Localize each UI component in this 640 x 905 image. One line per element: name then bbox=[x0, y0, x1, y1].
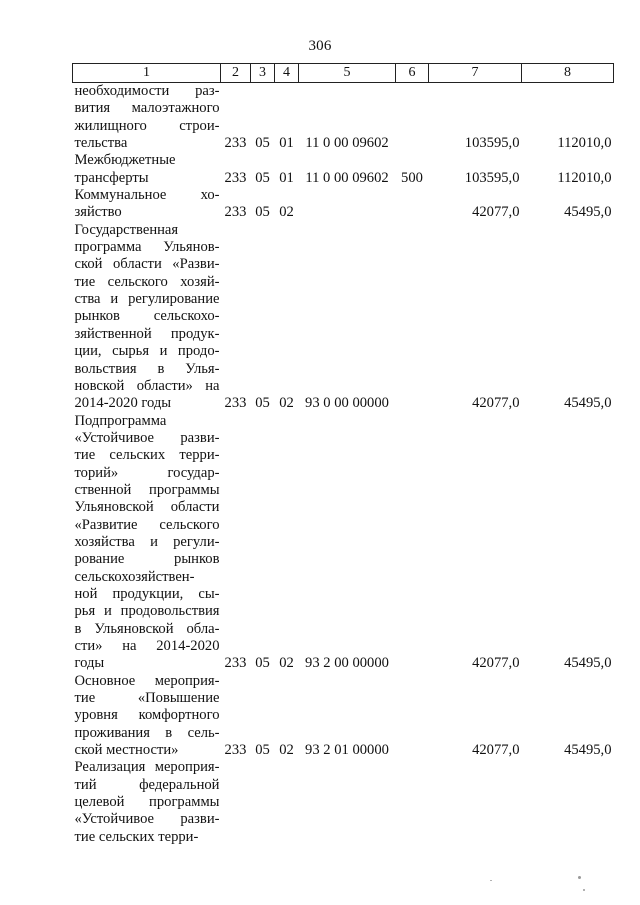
target-article-code: 93 0 00 00000 bbox=[305, 395, 389, 412]
column-header: 3 bbox=[251, 64, 275, 83]
item-name-line: ской области «Разви- bbox=[74, 256, 220, 273]
item-name bbox=[73, 152, 221, 187]
column-header: 2 bbox=[221, 64, 251, 83]
header-row bbox=[73, 64, 614, 83]
admin-code: 233 bbox=[224, 655, 247, 672]
item-name-line: новской области» на bbox=[74, 377, 220, 394]
item-name-line: зяйство bbox=[74, 204, 122, 221]
amount-year-2: 45495,0 bbox=[564, 204, 612, 221]
section-code: 05 bbox=[255, 169, 270, 186]
target-article-code bbox=[299, 759, 396, 846]
item-name-line: тие «Повышение bbox=[74, 690, 220, 707]
section-code: 05 bbox=[255, 655, 270, 672]
column-header: 6 bbox=[396, 64, 429, 83]
item-name-line: тие сельских терри- bbox=[74, 828, 199, 845]
amount-year-1: 42077,0 bbox=[472, 742, 520, 759]
item-name-line: зяйственной продук- bbox=[74, 325, 220, 342]
amount-year-1 bbox=[429, 759, 522, 846]
amount-year-2 bbox=[522, 759, 614, 846]
item-name bbox=[73, 413, 221, 673]
item-name-line: сти» на 2014-2020 bbox=[74, 638, 220, 654]
subsection-code: 01 bbox=[279, 135, 294, 152]
target-article-code: 93 2 00 00000 bbox=[305, 655, 389, 672]
item-name-line: ной продукции, сы- bbox=[74, 585, 220, 602]
section-code bbox=[251, 759, 275, 846]
item-name-line: ства и регулирование bbox=[74, 291, 220, 308]
column-header: 7 bbox=[429, 64, 522, 83]
item-name-line: вольствия в Улья- bbox=[74, 360, 220, 377]
budget-table bbox=[72, 63, 614, 846]
subsection-code: 02 bbox=[279, 655, 294, 672]
expense-type-code bbox=[396, 83, 429, 153]
item-name-line: ции, сырья и продо- bbox=[74, 343, 220, 360]
expense-type-code bbox=[396, 759, 429, 846]
admin-code: 233 bbox=[224, 135, 247, 152]
subsection-code: 02 bbox=[279, 742, 294, 759]
item-name-line: ственной программы bbox=[74, 481, 220, 498]
table-row bbox=[73, 759, 614, 846]
expense-type-code bbox=[396, 413, 429, 673]
item-name-line: вития малоэтажного bbox=[74, 100, 220, 117]
subsection-code: 02 bbox=[279, 395, 294, 412]
item-name-line: хозяйства и регули- bbox=[74, 533, 220, 550]
item-name-line: уровня комфортного bbox=[74, 707, 220, 724]
item-name-line: сельскохозяйствен- bbox=[74, 568, 195, 585]
item-name-line: целевой программы bbox=[74, 794, 220, 811]
amount-year-2: 45495,0 bbox=[564, 742, 612, 759]
item-name-line: Реализация мероприя- bbox=[74, 759, 220, 776]
item-name-line: жилищного строи- bbox=[74, 117, 220, 134]
item-name-line: «Устойчивое разви- bbox=[74, 811, 220, 828]
item-name-line: ской местности» bbox=[74, 742, 179, 759]
item-name-line: Подпрограмма bbox=[74, 412, 167, 429]
item-name-line: проживания в сель- bbox=[74, 724, 220, 741]
item-name-line: в Ульяновской обла- bbox=[74, 620, 220, 637]
page-number: 306 bbox=[308, 38, 332, 54]
amount-year-1: 42077,0 bbox=[472, 395, 520, 412]
item-name-line: Коммунальное хо- bbox=[74, 187, 220, 204]
target-article-code: 11 0 00 09602 bbox=[305, 169, 389, 186]
item-name bbox=[73, 759, 221, 846]
item-name bbox=[73, 222, 221, 413]
section-code: 05 bbox=[255, 742, 270, 759]
item-name-line: тие сельских терри- bbox=[74, 447, 220, 464]
target-article-code: 11 0 00 09602 bbox=[305, 135, 389, 152]
amount-year-1: 42077,0 bbox=[472, 655, 520, 672]
item-name-line: тий федеральной bbox=[74, 776, 220, 793]
admin-code: 233 bbox=[224, 395, 247, 412]
target-article-code: 93 2 01 00000 bbox=[305, 742, 389, 759]
subsection-code: 02 bbox=[279, 204, 294, 221]
column-header: 8 bbox=[522, 64, 614, 83]
amount-year-2: 45495,0 bbox=[564, 655, 612, 672]
item-name-line: рынков сельскохо- bbox=[74, 308, 220, 325]
item-name-line: трансферты bbox=[74, 169, 149, 186]
item-name bbox=[73, 673, 221, 760]
admin-code: 233 bbox=[224, 169, 247, 186]
item-name-line: Государственная bbox=[74, 221, 179, 238]
section-code: 05 bbox=[255, 395, 270, 412]
table-row bbox=[73, 673, 614, 760]
item-name-line: рья и продовольствия bbox=[74, 603, 220, 620]
subsection-code: 01 bbox=[279, 169, 294, 186]
amount-year-2: 45495,0 bbox=[564, 395, 612, 412]
amount-year-2: 112010,0 bbox=[557, 135, 612, 152]
item-name-line: Ульяновской области bbox=[74, 499, 220, 516]
admin-code: 233 bbox=[224, 742, 247, 759]
amount-year-1: 103595,0 bbox=[464, 135, 520, 152]
column-header: 5 bbox=[299, 64, 396, 83]
amount-year-1: 103595,0 bbox=[464, 169, 520, 186]
table-row bbox=[73, 413, 614, 673]
target-article-code bbox=[299, 187, 396, 222]
item-name-line: тие сельского хозяй- bbox=[74, 273, 220, 290]
item-name bbox=[73, 187, 221, 222]
section-code: 05 bbox=[255, 135, 270, 152]
table-row bbox=[73, 83, 614, 153]
item-name-line: программа Ульянов- bbox=[74, 239, 220, 256]
item-name-line: годы bbox=[74, 655, 105, 672]
table-row bbox=[73, 187, 614, 222]
item-name-line: 2014-2020 годы bbox=[74, 395, 172, 412]
expense-type-code bbox=[396, 673, 429, 760]
expense-type-code bbox=[396, 187, 429, 222]
item-name-line: Межбюджетные bbox=[74, 152, 176, 169]
amount-year-2: 112010,0 bbox=[557, 169, 612, 186]
expense-type-code bbox=[396, 222, 429, 413]
item-name-line: Основное мероприя- bbox=[74, 672, 220, 689]
item-name-line: необходимости раз- bbox=[74, 83, 220, 99]
section-code: 05 bbox=[255, 204, 270, 221]
expense-type-code: 500 bbox=[401, 169, 423, 186]
admin-code: 233 bbox=[224, 204, 247, 221]
amount-year-1: 42077,0 bbox=[472, 204, 520, 221]
admin-code bbox=[221, 759, 251, 846]
item-name-line: рование рынков bbox=[74, 551, 220, 568]
item-name-line: «Устойчивое разви- bbox=[74, 429, 220, 446]
item-name-line: тельства bbox=[74, 135, 128, 152]
item-name-line: «Развитие сельского bbox=[74, 516, 220, 533]
item-name-line: торий» государ- bbox=[74, 464, 220, 481]
column-header: 4 bbox=[275, 64, 299, 83]
item-name bbox=[73, 83, 221, 153]
subsection-code bbox=[275, 759, 299, 846]
column-header: 1 bbox=[73, 64, 221, 83]
table-row bbox=[73, 152, 614, 187]
table-row bbox=[73, 222, 614, 413]
